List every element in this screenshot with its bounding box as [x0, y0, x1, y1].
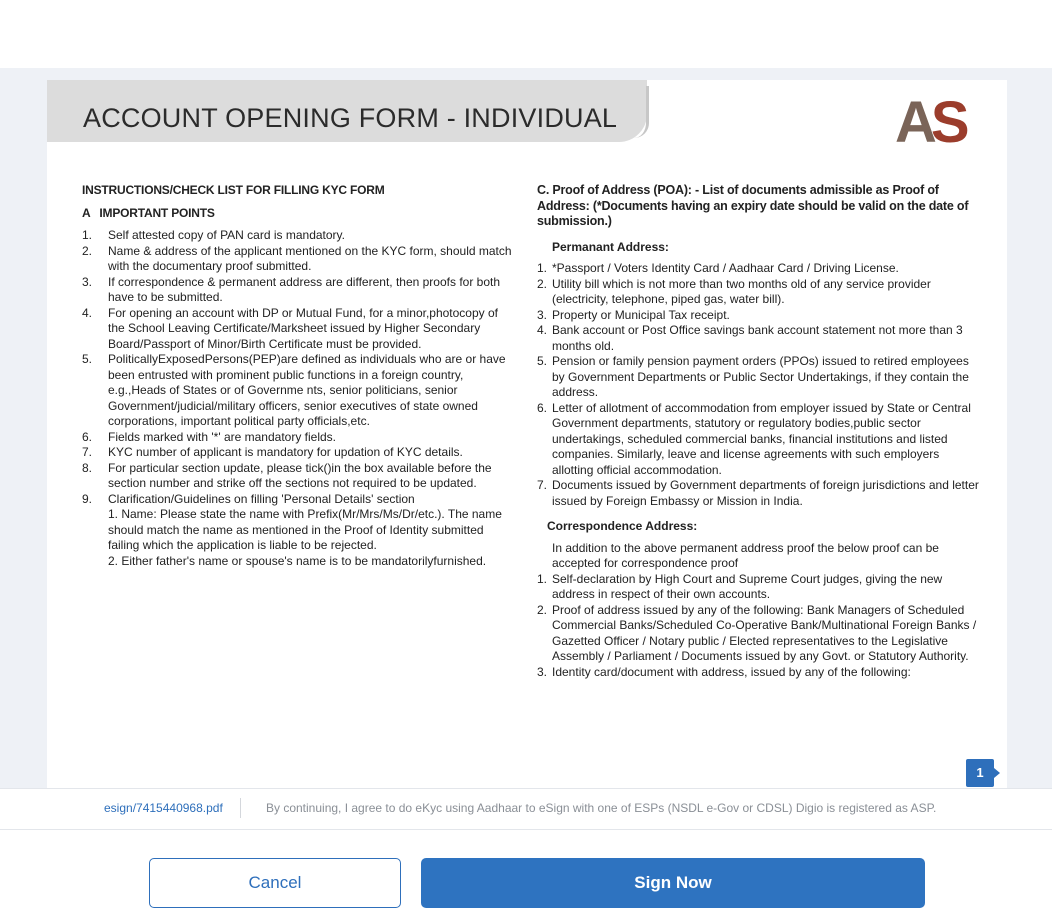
consent-bar [0, 788, 1052, 830]
document-viewer[interactable] [0, 68, 1052, 788]
divider [240, 798, 241, 818]
sign-now-button[interactable]: Sign Now [421, 858, 925, 908]
form-title: ACCOUNT OPENING FORM - INDIVIDUAL [83, 103, 618, 133]
list-item: 7. KYC number of applicant is mandatory for updation of KYC details. [82, 445, 463, 459]
ats-logo: AS [895, 90, 964, 155]
list-item: 1. Self-declaration by High Court and Supreme Court judges, giving the new address in respect of their own accounts. [537, 571, 943, 601]
cancel-button[interactable]: Cancel [149, 858, 401, 908]
list-item: 4. For opening an account with DP or Mutual Fund, for a minor,photocopy of the School Leaving Certificate/Marksheet issued by Higher Secondary Board/Passport of Minor/Birth Certificate must be provided. [82, 305, 498, 351]
permanent-address-title: Permanant Address: [552, 239, 669, 254]
instructions-heading: INSTRUCTIONS/CHECK LIST FOR FILLING KYC FORM [82, 183, 385, 197]
list-item: 8. For particular section update, please tick()in the box available before the section number and strike off the sections not required to be updated. [82, 460, 492, 490]
correspondence-address-list [537, 572, 979, 681]
list-item: 5. Pension or family pension payment orders (PPOs) issued to retired employees by Government Departments or Public Sector Undertakings, if they contain the address. [537, 354, 969, 399]
instructions-column [82, 183, 512, 569]
poa-heading: C. Proof of Address (POA): - List of documents admissible as Proof of Address: (*Documents having an expiry date should be valid on the date of submission.) [537, 183, 969, 228]
important-points-list [82, 228, 512, 569]
proof-of-address-column [537, 183, 979, 680]
list-item: 9. Clarification/Guidelines on filling 'Personal Details' section 1. Name: Please state the name with Prefix(Mr/Mrs/Ms/Dr/etc.). The name should match the name as mentioned in the Proof of Identity submitted failing which the application is liable to be rejected. 2. Either father's name or spouse's name is to be mandatorilyfurnished. [82, 492, 512, 570]
pdf-page [47, 80, 1007, 820]
list-item: 2. Proof of address issued by any of the following: Bank Managers of Scheduled Commercial Banks/Scheduled Co-Operative Bank/Multinational Foreign Banks / Gazetted Officer / Notary public / Elected representatives to the Legislative Assembly / Parliament / Documents issued by any Govt. or Statutory Authority. [537, 602, 977, 663]
list-item: 3. If correspondence & permanent address are different, then proofs for both have to be submitted. [82, 274, 501, 304]
name-guideline: 1. Name: Please state the name with Prefix(Mr/Mrs/Ms/Dr/etc.). The name should match the name as mentioned in the Proof of Identity submitted failing which the application is liable to be rejected. [108, 507, 502, 552]
list-item: 5. PoliticallyExposedPersons(PEP)are defined as individuals who are or have been entrusted with prominent public functions in a foreign country, e.g.,Heads of States or of Governme nts, senior politicians, senior Government/judicial/military officers, senior executives of state owned corporations, important political party officials,etc. [82, 352, 506, 428]
correspondence-intro: In addition to the above permanent address proof the below proof can be accepted for correspondence proof [552, 540, 939, 570]
important-points-heading: A IMPORTANT POINTS [82, 205, 215, 220]
consent-text: By continuing, I agree to do eKyc using Aadhaar to eSign with one of ESPs (NSDL e-Gov or CDSL) Digio is registered as ASP. [266, 801, 937, 815]
list-item: 2. Utility bill which is not more than two months old of any service provider (electricity, telephone, piped gas, water bill). [537, 276, 931, 306]
top-bar [0, 0, 1052, 68]
list-item: 4. Bank account or Post Office savings bank account statement not more than 3 months old. [537, 323, 963, 353]
list-item: 3. Property or Municipal Tax receipt. [537, 307, 730, 322]
list-item: 1. Self attested copy of PAN card is mandatory. [82, 228, 345, 242]
pdf-file-link[interactable]: esign/7415440968.pdf [104, 801, 223, 815]
list-item: 3. Identity card/document with address, issued by any of the following: [537, 664, 911, 679]
page-number-badge[interactable]: 1 [966, 759, 994, 787]
list-item: 6. Letter of allotment of accommodation from employer issued by State or Central Government departments, statutory or regulatory bodies,public sector undertakings, scheduled commercial banks, financial institutions and listed companies. Similarly, leave and license agreements with such employers allotting official accommodation. [537, 400, 971, 477]
list-item: 1. *Passport / Voters Identity Card / Aadhaar Card / Driving License. [537, 261, 899, 275]
father-spouse-guideline: 2. Either father's name or spouse's name is to be mandatorilyfurnished. [108, 553, 487, 568]
permanent-address-list [537, 261, 979, 509]
correspondence-address-title: Correspondence Address: [547, 519, 698, 533]
list-item: 7. Documents issued by Government departments of foreign jurisdictions and letter issued by Foreign Embassy or Mission in India. [537, 478, 979, 508]
list-item: 2. Name & address of the applicant mentioned on the KYC form, should match with the documentary proof submitted. [82, 243, 512, 273]
list-item: 6. Fields marked with '*' are mandatory fields. [82, 429, 337, 444]
